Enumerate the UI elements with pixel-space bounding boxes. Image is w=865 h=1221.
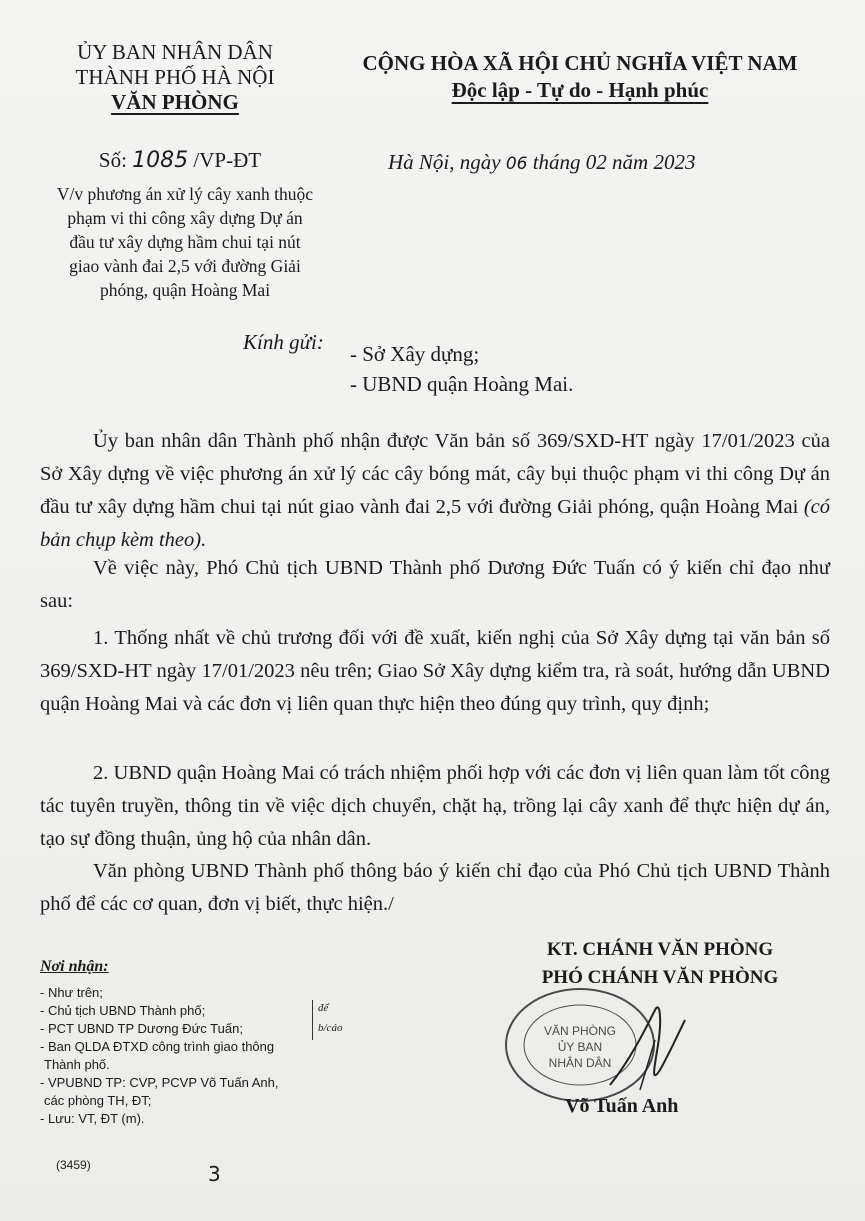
national-header [320,50,840,104]
date-suffix: tháng 02 năm 2023 [532,150,696,174]
bracket-text: để [318,1002,329,1014]
recipients-list-item: Thành phố. [44,1057,110,1072]
signer-name: Võ Tuấn Anh [565,1095,679,1117]
recipients-list-item: các phòng TH, ĐT; [44,1093,152,1108]
stamp-text: ỦY BAN [557,1040,603,1054]
document-number [60,148,300,173]
body-paragraph-4: 2. UBND quận Hoàng Mai có trách nhiệm phối hợp với các đơn vị liên quan làm tốt công tác tuyên truyền, thông tin về việc dịch chuyển, chặt hạ, trồng lại cây xanh để thực hiện dự án, tạo sự đồng thuận, ủng hộ của nhân dân. [40,762,830,850]
subject-line: giao vành đai 2,5 với đường Giải [69,256,301,276]
date-prefix: Hà Nội, ngày [388,150,501,174]
body-paragraph-1 [40,425,830,557]
bracket-text: b/cáo [318,1022,343,1034]
number-suffix: /VP-ĐT [193,148,262,172]
document-date [388,150,828,175]
recipients-list-item: - Như trên; [40,985,103,1000]
recipients-list-item: - Chủ tịch UBND Thành phố; [40,1003,206,1018]
recipient-item: - Sở Xây dựng; [350,342,480,366]
date-day-handwritten: 06 [505,154,528,174]
country-name: CỘNG HÒA XÃ HỘI CHỦ NGHĨA VIỆT NAM [362,51,798,75]
agency-line-2: THÀNH PHỐ HÀ NỘI [75,65,275,89]
signature-title-line-1: KT. CHÁNH VĂN PHÒNG [546,939,774,960]
recipients-list-item: - VPUBND TP: CVP, PCVP Võ Tuấn Anh, [40,1075,279,1090]
number-prefix: Số: [98,148,127,172]
recipient-item: - UBND quận Hoàng Mai. [350,372,574,396]
kinh-gui-label: Kính gửi: [243,330,324,354]
stamp-text: VĂN PHÒNG [543,1024,617,1038]
subject-line: V/v phương án xử lý cây xanh thuộc [56,184,314,204]
subject-line: đầu tư xây dựng hầm chui tại nút [69,232,301,252]
agency-line-3: VĂN PHÒNG [111,90,239,114]
paragraph-italic-note: (có bản chụp kèm theo). [40,496,830,551]
handwritten-signature-icon [600,990,720,1100]
recipients-list-item: - Ban QLDA ĐTXD công trình giao thông [40,1039,275,1054]
subject-line: phạm vi thi công xây dựng Dự án [67,208,303,228]
issuing-agency [40,40,310,115]
signature-title-line-2: PHÓ CHÁNH VĂN PHÒNG [541,967,779,988]
recipients-list-item: - PCT UBND TP Dương Đức Tuấn; [40,1021,243,1036]
stamp-text: NHÂN DÂN [548,1056,612,1070]
agency-line-1: ỦY BAN NHÂN DÂN [77,40,273,64]
paragraph-text: Ủy ban nhân dân Thành phố nhận được Văn bản số 369/SXD-HT ngày 17/01/2023 của Sở Xây dựng về việc phương án xử lý các cây bóng mát, cây bụi thuộc phạm vi thi công Dự án đầu tư xây dựng hầm chui tại nút giao vành đai 2,5 với đường Giải phóng, quận Hoàng Mai [40,430,830,518]
document-subject [40,182,330,302]
recipients-title: Nơi nhận: [40,958,109,975]
signature-title [490,936,830,992]
recipients-list-item: - Lưu: VT, ĐT (m). [40,1111,145,1126]
body-paragraph-5: Văn phòng UBND Thành phố thông báo ý kiến chỉ đạo của Phó Chủ tịch UBND Thành phố để các cơ quan, đơn vị biết, thực hiện./ [40,860,830,915]
report-bracket [312,1000,353,1040]
subject-line: phóng, quận Hoàng Mai [99,280,271,300]
handwritten-page-mark: 3 [208,1162,221,1186]
body-paragraph-2: Về việc này, Phó Chủ tịch UBND Thành phố Dương Đức Tuấn có ý kiến chỉ đạo như sau: [40,557,830,612]
national-motto: Độc lập - Tự do - Hạnh phúc [451,78,709,102]
number-handwritten: 1085 [132,148,189,173]
body-paragraph-3: 1. Thống nhất về chủ trương đối với đề xuất, kiến nghị của Sở Xây dựng tại văn bản số 369/SXD-HT ngày 17/01/2023 nêu trên; Giao Sở Xây dựng kiểm tra, rà soát, hướng dẫn UBND quận Hoàng Mai và các đơn vị liên quan thực hiện theo đúng quy trình, quy định; [40,627,830,715]
document-code: (3459) [56,1158,91,1172]
